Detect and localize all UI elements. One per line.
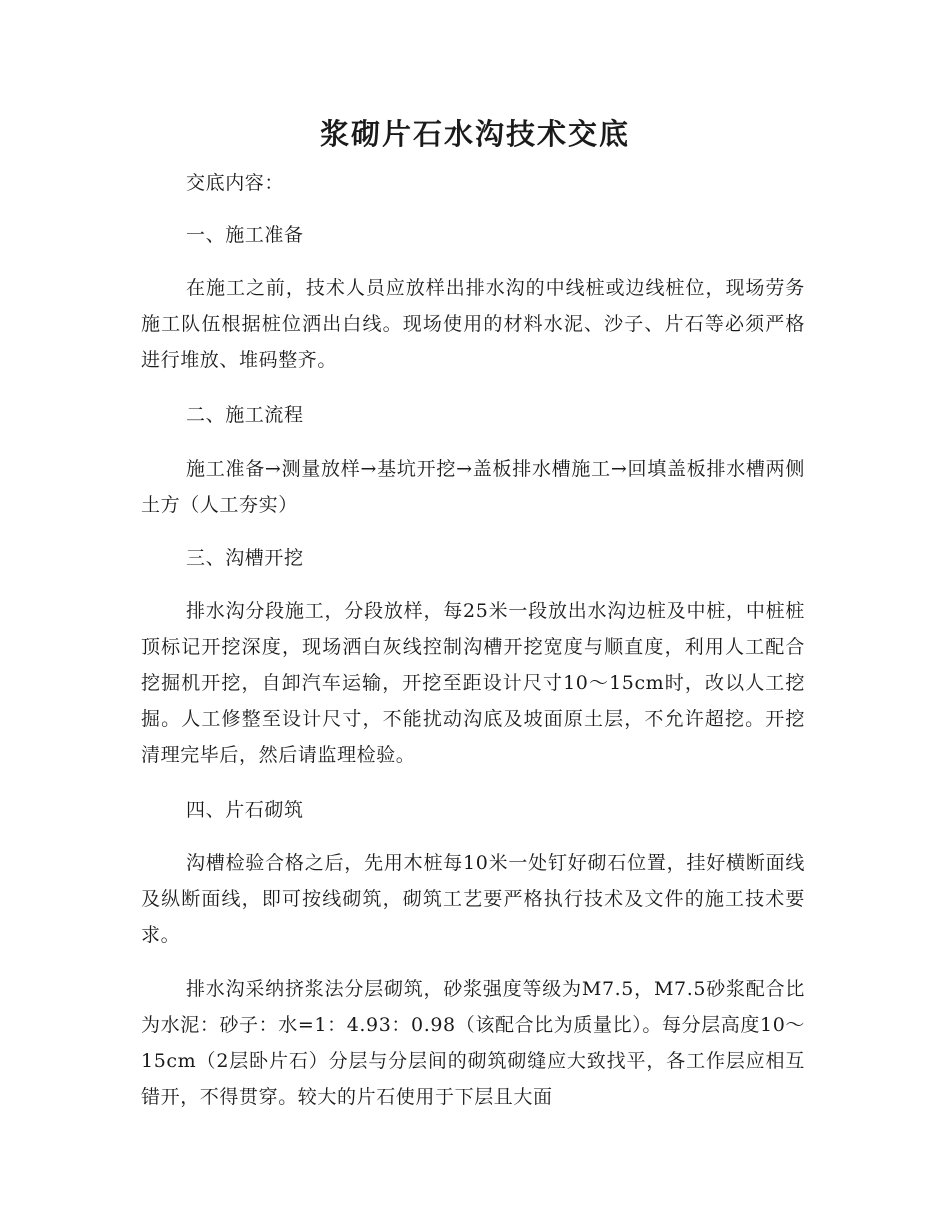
document-title: 浆砌片石水沟技术交底 (319, 117, 630, 151)
paragraph-excavation: 排水沟分段施工，分段放样，每25米一段放出水沟边桩及中桩，中桩桩顶标记开挖深度，现场洒白灰线控制沟槽开挖宽度与顺直度，利用人工配合挖掘机开挖，自卸汽车运输，开挖至距设计尺寸10～15cm时，改以人工挖掘。人工修整至设计尺寸，不能扰动沟底及坡面原土层，不允许超挖。开挖清理完毕后，然后请监理检验。 (141, 600, 805, 766)
section-heading-preparation: 一、施工准备 (186, 224, 304, 246)
section-heading-excavation: 三、沟槽开挖 (186, 547, 304, 569)
section-heading-process: 二、施工流程 (186, 404, 304, 426)
paragraph-preparation: 在施工之前，技术人员应放样出排水沟的中线桩或边线桩位，现场劳务施工队伍根据桩位洒出白线。现场使用的材料水泥、沙子、片石等必须严格进行堆放、堆码整齐。 (141, 277, 805, 371)
paragraph-process: 施工准备→测量放样→基坑开挖→盖板排水槽施工→回填盖板排水槽两侧土方（人工夯实） (141, 458, 805, 516)
paragraph-masonry-setup: 沟槽检验合格之后，先用木桩每10米一处钉好砌石位置，挂好横断面线及纵断面线，即可按线砌筑，砌筑工艺要严格执行技术及文件的施工技术要求。 (141, 852, 805, 946)
intro-label: 交底内容： (186, 172, 285, 194)
section-heading-masonry: 四、片石砌筑 (186, 799, 304, 821)
paragraph-masonry-method: 排水沟采纳挤浆法分层砌筑，砂浆强度等级为M7.5，M7.5砂浆配合比为水泥：砂子：水=1：4.93：0.98（该配合比为质量比）。每分层高度10～15cm（2层卧片石）分层与分层间的砌筑砌缝应大致找平，各工作层应相互错开，不得贯穿。较大的片石使用于下层且大面 (141, 978, 805, 1108)
